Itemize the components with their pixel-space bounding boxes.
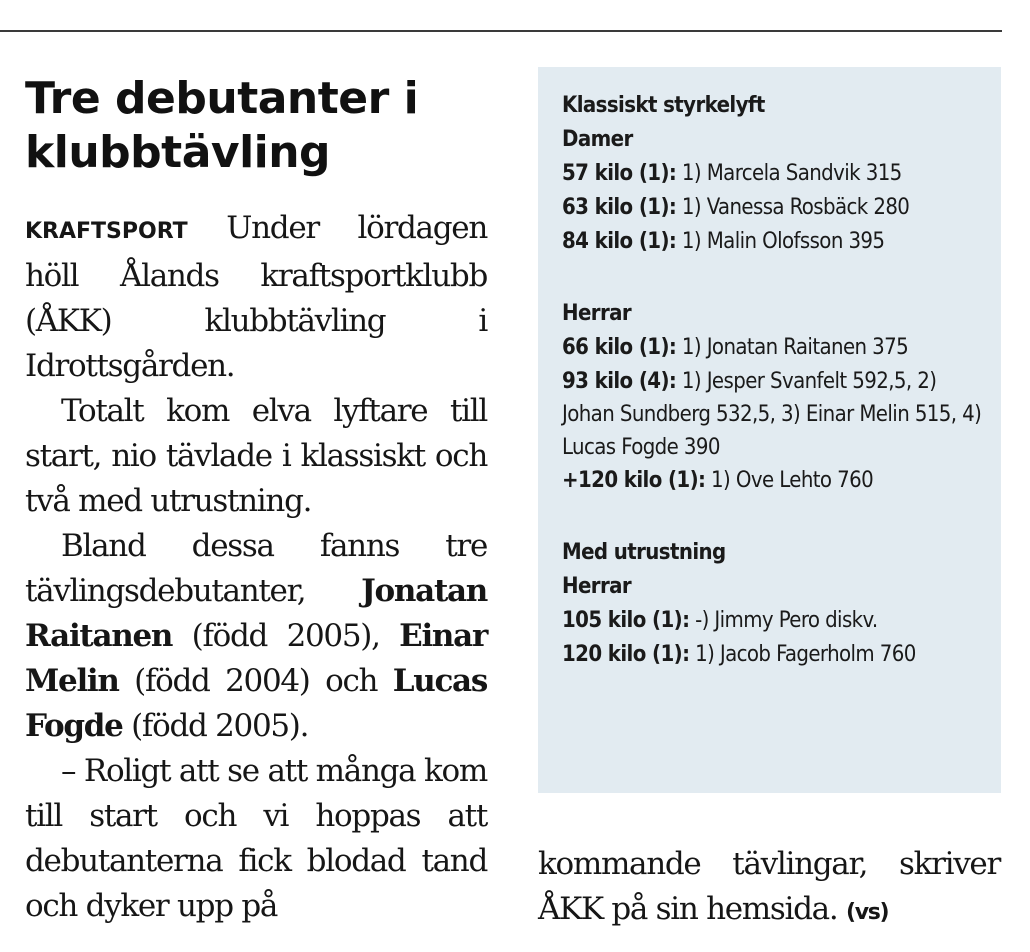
result-text: 1) Malin Olofsson 395	[676, 229, 885, 254]
paragraph-4-continuation: kommande tävlingar, skriver ÅKK på sin hemsida.	[538, 846, 1000, 927]
weight-class: 66 kilo (1):	[562, 335, 677, 360]
paragraph-2: Totalt kom elva lyftare till start, nio tävlade i klassiskt och två med utrustning.	[25, 393, 487, 519]
paragraph-3-text-c: (född 2004) och	[118, 663, 393, 699]
paragraph-3-text-b: (född 2005),	[172, 618, 400, 654]
result-line	[562, 604, 992, 638]
result-line	[562, 464, 992, 498]
debutant-name-3: Lucas Fogde	[25, 663, 487, 744]
weight-class: 105 kilo (1):	[562, 608, 690, 633]
results-factbox	[538, 67, 1001, 793]
debutant-name-2: Einar Melin	[25, 618, 487, 699]
byline: (vs)	[845, 900, 889, 925]
utrustning-title: Med utrustning	[562, 540, 726, 565]
damer-results	[562, 157, 992, 259]
result-line	[562, 191, 992, 225]
result-text: 1) Ove Lehto 760	[705, 468, 874, 493]
result-text: 1) Jonatan Raitanen 375	[676, 335, 909, 360]
result-text: 1) Marcela Sandvik 315	[676, 161, 902, 186]
factbox-title: Klassiskt styrkelyft	[562, 93, 765, 118]
result-text: 1) Jesper Svanfelt 592,5, 2) Johan Sundberg 532,5, 3) Einar Melin 515, 4) Lucas Fogde 390	[562, 369, 982, 460]
weight-class: 120 kilo (1):	[562, 642, 690, 667]
top-rule	[0, 30, 1002, 32]
weight-class: +120 kilo (1):	[562, 468, 706, 493]
utrustning-results	[562, 604, 992, 672]
damer-heading: Damer	[562, 127, 633, 152]
paragraph-3	[25, 524, 487, 749]
result-line	[562, 638, 992, 672]
result-line	[562, 365, 992, 464]
paragraph-1	[25, 206, 487, 389]
article-column	[25, 72, 487, 929]
weight-class: 93 kilo (4):	[562, 369, 677, 394]
result-text: 1) Vanessa Rosbäck 280	[676, 195, 910, 220]
weight-class: 57 kilo (1):	[562, 161, 677, 186]
weight-class: 63 kilo (1):	[562, 195, 677, 220]
article-headline: Tre debutanter i klubbtävling	[25, 73, 419, 178]
herrar-results	[562, 331, 992, 498]
result-line	[562, 331, 992, 365]
article-continuation	[538, 842, 1000, 935]
utrustning-herrar-heading: Herrar	[562, 574, 632, 599]
article-body	[25, 206, 487, 929]
debutant-name-1: Jonatan Raitanen	[25, 573, 487, 654]
paragraph-4: – Roligt att se att många kom till start och vi hoppas att debutanterna fick blodad tand och dyker upp på	[25, 753, 487, 924]
weight-class: 84 kilo (1):	[562, 229, 677, 254]
result-text: -) Jimmy Pero diskv.	[689, 608, 878, 633]
result-line	[562, 157, 992, 191]
result-line	[562, 225, 992, 259]
paragraph-3-text-d: (född 2005).	[122, 708, 309, 744]
paragraph-1-text: Under lördagen höll Ålands kraftsportklubb (ÅKK) klubbtävling i Idrottsgården.	[25, 210, 487, 384]
paragraph-3-text-a: Bland dessa fanns tre tävlingsdebutanter,	[25, 528, 487, 609]
kicker: KRAFTSPORT	[25, 219, 188, 244]
result-text: 1) Jacob Fagerholm 760	[689, 642, 916, 667]
herrar-heading: Herrar	[562, 301, 632, 326]
